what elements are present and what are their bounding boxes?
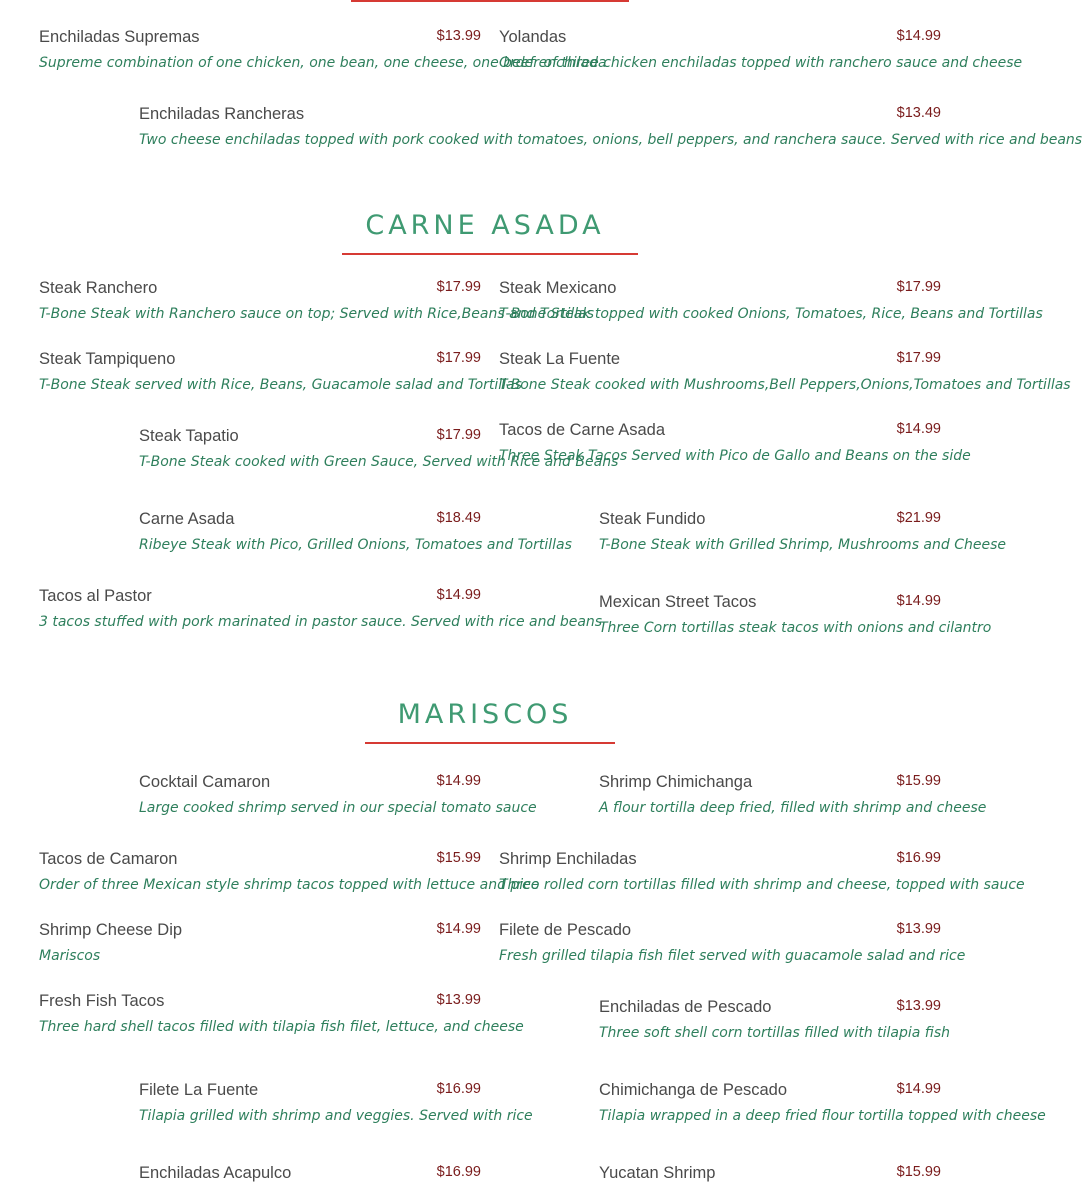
item-price: $17.99	[896, 350, 941, 366]
item-price: $14.99	[896, 593, 941, 609]
item-name: Steak Ranchero	[39, 279, 158, 297]
item-price: $17.99	[436, 427, 481, 443]
item-name: Steak Mexicano	[499, 279, 617, 297]
item-price: $16.99	[896, 850, 941, 866]
item-name: Chimichanga de Pescado	[599, 1081, 788, 1099]
menu-item-shrimp-chimichanga[interactable]	[599, 773, 987, 823]
item-description: Three soft shell corn tortillas filled with tilapia fish	[599, 1025, 951, 1041]
item-description: T-Bone Steak served with Rice, Beans, Guacamole salad and Tortillas	[39, 377, 522, 393]
item-name: Steak Tapatio	[139, 427, 239, 445]
menu-item-enchiladas-rancheras[interactable]	[139, 105, 1082, 155]
item-name: Yucatan Shrimp	[599, 1164, 716, 1182]
item-description: Three hard shell tacos filled with tilapia fish filet, lettuce, and cheese	[39, 1019, 524, 1035]
menu-item-shrimp-enchiladas[interactable]	[499, 850, 1025, 900]
item-description: Ribeye Steak with Pico, Grilled Onions, Tomatoes and Tortillas	[139, 537, 572, 553]
item-price: $15.99	[436, 850, 481, 866]
item-description: Order of three Mexican style shrimp tacos topped with lettuce and pico	[39, 877, 540, 893]
item-price: $14.99	[896, 421, 941, 437]
item-name: Shrimp Chimichanga	[599, 773, 753, 791]
item-price: $13.99	[436, 992, 481, 1008]
item-price: $16.99	[436, 1081, 481, 1097]
item-price: $17.99	[896, 279, 941, 295]
item-name: Mexican Street Tacos	[599, 593, 757, 611]
menu-item-cocktail-camaron[interactable]	[139, 773, 537, 823]
item-price: $14.99	[896, 28, 941, 44]
menu-item-steak-la-fuente[interactable]	[499, 350, 1071, 400]
item-description: Mariscos	[39, 948, 101, 964]
item-name: Cocktail Camaron	[139, 773, 271, 791]
item-description: Three Corn tortillas steak tacos with onions and cilantro	[599, 620, 992, 636]
item-name: Enchiladas Acapulco	[139, 1164, 292, 1182]
item-price: $18.49	[436, 510, 481, 526]
item-price: $14.99	[896, 1081, 941, 1097]
section-divider	[351, 0, 629, 2]
menu-item-tacos-de-camaron[interactable]	[39, 850, 540, 900]
item-description: Three rolled corn tortillas filled with shrimp and cheese, topped with sauce	[499, 877, 1025, 893]
item-price: $15.99	[896, 773, 941, 789]
item-description: Two cheese enchiladas topped with pork cooked with tomatoes, onions, bell peppers, and ranchera sauce. Served with rice and beans	[139, 132, 1082, 148]
item-price: $15.99	[896, 1164, 941, 1180]
item-name: Enchiladas Rancheras	[139, 105, 305, 123]
menu-item-yolandas[interactable]	[499, 28, 1023, 78]
menu-item-mexican-street-tacos[interactable]	[599, 593, 992, 643]
item-description: Tilapia grilled with shrimp and veggies. Served with rice	[139, 1108, 533, 1124]
menu-item-tacos-al-pastor[interactable]	[39, 587, 603, 637]
item-price: $13.99	[896, 998, 941, 1014]
item-description: Tilapia wrapped in a deep fried flour tortilla topped with cheese	[599, 1108, 1046, 1124]
item-price: $17.99	[436, 279, 481, 295]
menu-item-enchiladas-de-pescado[interactable]	[599, 998, 951, 1048]
item-name: Filete La Fuente	[139, 1081, 259, 1099]
menu-item-steak-fundido[interactable]	[599, 510, 1007, 560]
item-description: T-Bone Steak topped with cooked Onions, Tomatoes, Rice, Beans and Tortillas	[499, 306, 1043, 322]
item-description: Fresh grilled tilapia fish filet served with guacamole salad and rice	[499, 948, 966, 964]
item-name: Enchiladas de Pescado	[599, 998, 772, 1016]
menu-item-steak-mexicano[interactable]	[499, 279, 1043, 329]
item-description: T-Bone Steak cooked with Green Sauce, Served with Rice and Beans	[139, 454, 619, 470]
item-name: Steak Tampiqueno	[39, 350, 176, 368]
menu-item-filete-la-fuente[interactable]	[139, 1081, 533, 1131]
menu-item-steak-tapatio[interactable]	[139, 427, 619, 477]
item-description: T-Bone Steak with Grilled Shrimp, Mushrooms and Cheese	[599, 537, 1007, 553]
menu-item-enchiladas-acapulco[interactable]	[139, 1164, 481, 1186]
item-price: $14.99	[436, 587, 481, 603]
item-price: $13.99	[896, 921, 941, 937]
item-description: T-Bone Steak cooked with Mushrooms,Bell Peppers,Onions,Tomatoes and Tortillas	[499, 377, 1071, 393]
menu-item-shrimp-cheese-dip[interactable]	[39, 921, 481, 971]
item-name: Shrimp Cheese Dip	[39, 921, 183, 939]
item-price: $13.49	[896, 105, 941, 121]
item-price: $13.99	[436, 28, 481, 44]
item-price: $21.99	[896, 510, 941, 526]
menu-item-filete-de-pescado[interactable]	[499, 921, 966, 971]
menu-item-carne-asada[interactable]	[139, 510, 572, 560]
menu-item-yucatan-shrimp[interactable]	[599, 1164, 941, 1186]
item-description: A flour tortilla deep fried, filled with shrimp and cheese	[599, 800, 987, 816]
item-name: Filete de Pescado	[499, 921, 632, 939]
menu-item-tacos-de-carne-asada[interactable]	[499, 421, 971, 471]
item-price: $14.99	[436, 773, 481, 789]
section-divider	[365, 742, 615, 744]
menu-item-chimichanga-de-pescado[interactable]	[599, 1081, 1046, 1131]
item-description: Large cooked shrimp served in our special tomato sauce	[139, 800, 537, 816]
item-name: Tacos de Carne Asada	[499, 421, 666, 439]
section-divider	[342, 253, 638, 255]
item-name: Shrimp Enchiladas	[499, 850, 637, 868]
menu-item-fresh-fish-tacos[interactable]	[39, 992, 524, 1042]
item-name: Tacos de Camaron	[39, 850, 178, 868]
item-name: Enchiladas Supremas	[39, 28, 200, 46]
item-name: Yolandas	[499, 28, 567, 46]
item-description: Supreme combination of one chicken, one bean, one cheese, one beef enchilada	[39, 55, 607, 71]
item-price: $14.99	[436, 921, 481, 937]
section-title-mariscos: MARISCOS	[397, 699, 573, 730]
item-price: $17.99	[436, 350, 481, 366]
item-description: Order of three chicken enchiladas topped with ranchero sauce and cheese	[499, 55, 1023, 71]
item-name: Tacos al Pastor	[39, 587, 152, 605]
item-name: Carne Asada	[139, 510, 235, 528]
item-name: Steak Fundido	[599, 510, 706, 528]
menu-item-steak-tampiqueno[interactable]	[39, 350, 522, 400]
item-description: 3 tacos stuffed with pork marinated in pastor sauce. Served with rice and beans	[39, 614, 603, 630]
item-name: Fresh Fish Tacos	[39, 992, 165, 1010]
item-description: T-Bone Steak with Ranchero sauce on top; Served with Rice,Beans and Tortillas	[39, 306, 595, 322]
item-name: Steak La Fuente	[499, 350, 621, 368]
item-description: Three Steak Tacos Served with Pico de Gallo and Beans on the side	[499, 448, 971, 464]
item-price: $16.99	[436, 1164, 481, 1180]
section-title-carne-asada: CARNE ASADA	[365, 210, 605, 241]
